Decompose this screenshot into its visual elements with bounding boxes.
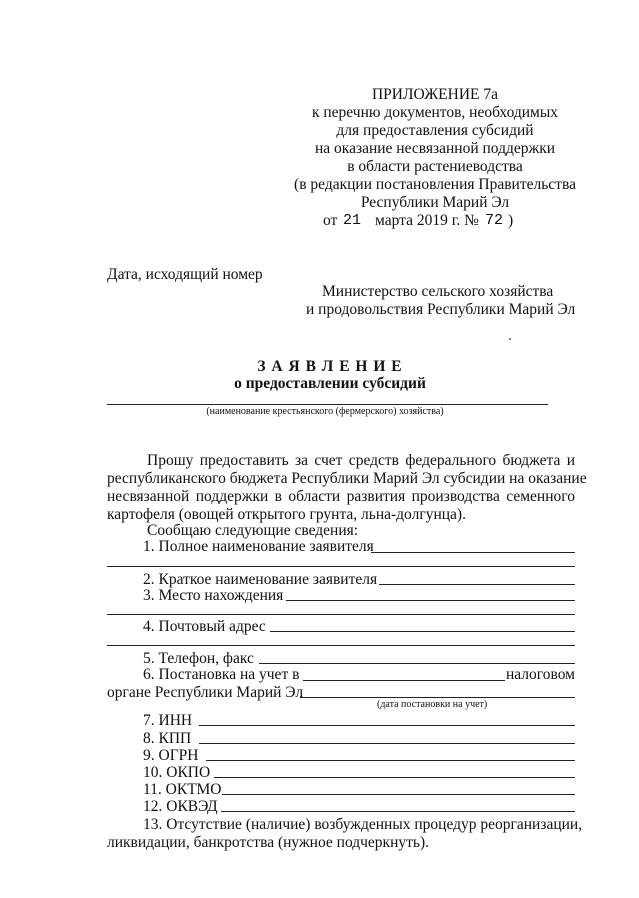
paragraph-line: ликвидации, банкротства (нужное подчеркнуть).	[107, 834, 430, 851]
appendix-line: на оказание несвязанной поддержки	[314, 140, 556, 157]
date-outgoing-number-label: Дата, исходящий номер	[107, 266, 263, 283]
okved-field[interactable]	[221, 811, 575, 812]
registration-date-field[interactable]	[300, 697, 575, 698]
intro-line: Сообщаю следующие сведения:	[147, 522, 359, 539]
field-label-okved: 12. ОКВЭД	[143, 798, 218, 815]
month-year: марта 2019 г. №	[375, 212, 479, 229]
date-prefix: от	[323, 212, 338, 229]
tax-registration-continuation: органе Республики Марий Эл	[107, 684, 304, 701]
field-label-short-name: 2. Краткое наименование заявителя	[143, 571, 378, 588]
ogrn-field[interactable]	[206, 760, 575, 761]
field-label-ogrn: 9. ОГРН	[143, 747, 199, 764]
closing-paren: )	[508, 212, 514, 229]
paragraph-line: республиканского бюджета Республики Марий Эл субсидии на оказание	[107, 470, 587, 487]
appendix-line: в области растениеводства	[347, 158, 523, 175]
farm-name-caption: (наименование крестьянского (фермерского) хозяйства)	[206, 406, 444, 417]
location-field-cont[interactable]	[107, 614, 575, 615]
appendix-line: (в редакции постановления Правительства	[294, 176, 576, 193]
postal-address-field-cont[interactable]	[107, 645, 575, 646]
appendix-line: для предоставления субсидий	[336, 122, 534, 139]
tax-registration-suffix: налоговом	[506, 666, 575, 683]
field-label-okpo: 10. ОКПО	[143, 764, 211, 781]
short-name-field[interactable]	[379, 584, 575, 585]
addressee-line: и продовольствия Республики Марий Эл	[306, 301, 576, 318]
appendix-title: ПРИЛОЖЕНИЕ 7а	[371, 86, 499, 103]
paragraph-line: Прошу предоставить за счет средств федерального бюджета и	[147, 452, 575, 469]
addressee-line: Министерство сельского хозяйства	[322, 283, 554, 300]
okpo-field[interactable]	[214, 777, 575, 778]
appendix-line: Республики Марий Эл	[360, 194, 510, 211]
phone-fax-field[interactable]	[259, 663, 575, 664]
tax-authority-field[interactable]	[303, 680, 505, 681]
statement-subtitle: о предоставлении субсидий	[234, 375, 426, 392]
inn-field[interactable]	[199, 725, 575, 726]
location-field[interactable]	[286, 600, 575, 601]
farm-name-field[interactable]	[107, 404, 548, 405]
stray-dot	[509, 338, 511, 340]
full-name-field-cont[interactable]	[107, 566, 575, 567]
field-label-full-name: 1. Полное наименование заявителя	[143, 538, 374, 555]
appendix-line: к перечню документов, необходимых	[311, 104, 559, 121]
statement-title: З А Я В Л Е Н И Е	[257, 358, 403, 375]
kpp-field[interactable]	[199, 743, 575, 744]
handwritten-day: 21	[343, 212, 362, 229]
field-label-tax-registration: 6. Постановка на учет в	[143, 666, 300, 683]
field-label-kpp: 8. КПП	[143, 730, 192, 747]
oktmo-field[interactable]	[222, 794, 575, 795]
registration-date-caption: (дата постановки на учет)	[377, 699, 488, 710]
field-label-oktmo: 11. ОКТМО	[143, 781, 222, 798]
field-label-phone-fax: 5. Телефон, факс	[143, 650, 254, 667]
field-label-location: 3. Место нахождения	[143, 587, 284, 604]
handwritten-number: 72	[485, 212, 504, 229]
postal-address-field[interactable]	[270, 631, 575, 632]
paragraph-line: несвязанной поддержки в области развития производства семенного	[107, 488, 575, 505]
field-label-postal-address: 4. Почтовый адрес	[143, 618, 266, 635]
full-name-field[interactable]	[371, 552, 575, 553]
field-label-inn: 7. ИНН	[143, 712, 193, 729]
paragraph-line: картофеля (овощей открытого грунта, льна-долгунца).	[107, 506, 466, 523]
paragraph-line: 13. Отсутствие (наличие) возбужденных процедур реорганизации,	[143, 816, 583, 833]
